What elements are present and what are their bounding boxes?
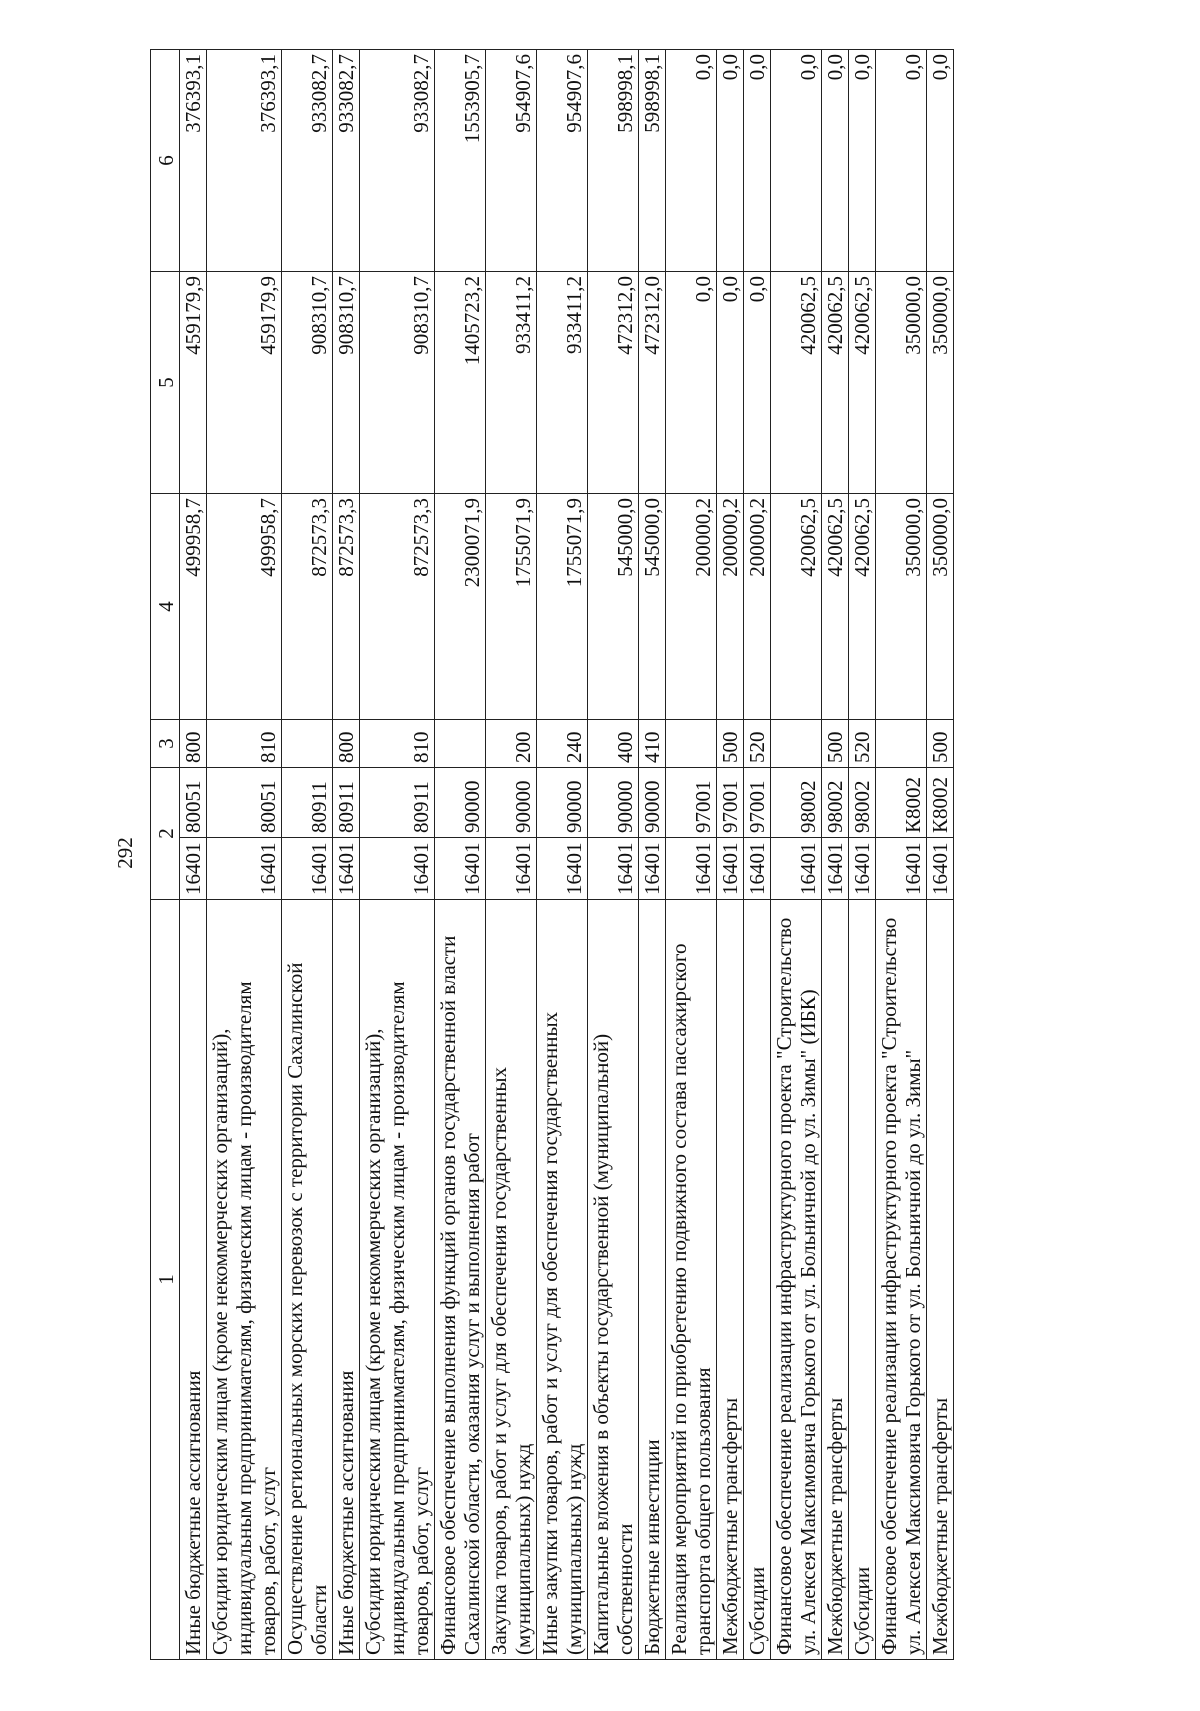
table-row (282, 50, 333, 1660)
row-expense-type-cell: 500 (927, 720, 954, 768)
row-expense-type-cell: 520 (849, 720, 876, 768)
row-expense-type-cell: 200 (486, 720, 537, 768)
row-name-cell: Субсидии юридическим лицам (кроме некоммерческих организаций), индивидуальным предпринимателям, физическим лицам - производителям товаров, работ, услуг (360, 900, 435, 1660)
row-expense-type-cell (876, 720, 927, 768)
row-amount-col4-cell: 350000,0 (876, 494, 927, 720)
row-target-code-cell: 16401 (822, 838, 849, 900)
header-cell-3: 3 (151, 720, 180, 768)
table-row (771, 50, 822, 1660)
row-amount-col5-cell: 908310,7 (333, 272, 360, 494)
row-target-code-cell: 16401 (360, 838, 435, 900)
row-expense-type-cell (666, 720, 717, 768)
row-name-cell: Субсидии (744, 900, 771, 1660)
table-row (588, 50, 639, 1660)
row-amount-col4-cell: 499958,7 (207, 494, 282, 720)
row-expense-type-cell: 810 (207, 720, 282, 768)
row-target-code-cell: 16401 (207, 838, 282, 900)
row-amount-col6-cell: 376393,1 (180, 50, 207, 272)
row-expense-type-cell: 410 (639, 720, 666, 768)
header-cell-5: 5 (151, 272, 180, 494)
row-name-cell: Межбюджетные трансферты (822, 900, 849, 1660)
row-expense-type-cell: 240 (537, 720, 588, 768)
row-direction-code-cell: 97001 (744, 768, 771, 838)
header-cell-6: 6 (151, 50, 180, 272)
header-cell-4: 4 (151, 494, 180, 720)
row-amount-col5-cell: 350000,0 (927, 272, 954, 494)
row-direction-code-cell: 80911 (333, 768, 360, 838)
row-target-code-cell: 16401 (639, 838, 666, 900)
table-row (927, 50, 954, 1660)
row-target-code-cell: 16401 (537, 838, 588, 900)
row-direction-code-cell: К8002 (927, 768, 954, 838)
row-amount-col6-cell: 933082,7 (282, 50, 333, 272)
row-amount-col4-cell: 2300071,9 (435, 494, 486, 720)
row-amount-col5-cell: 908310,7 (282, 272, 333, 494)
row-target-code-cell: 16401 (771, 838, 822, 900)
row-direction-code-cell: 98002 (771, 768, 822, 838)
row-amount-col4-cell: 499958,7 (180, 494, 207, 720)
table-row (486, 50, 537, 1660)
row-direction-code-cell: 97001 (666, 768, 717, 838)
row-amount-col5-cell: 420062,5 (849, 272, 876, 494)
row-expense-type-cell: 800 (180, 720, 207, 768)
row-amount-col5-cell: 1405723,2 (435, 272, 486, 494)
row-amount-col5-cell: 933411,2 (486, 272, 537, 494)
row-target-code-cell: 16401 (333, 838, 360, 900)
row-direction-code-cell: 98002 (822, 768, 849, 838)
row-target-code-cell: 16401 (744, 838, 771, 900)
table-row (822, 50, 849, 1660)
row-amount-col4-cell: 872573,3 (333, 494, 360, 720)
row-amount-col6-cell: 0,0 (849, 50, 876, 272)
row-direction-code-cell: 90000 (486, 768, 537, 838)
table-row (360, 50, 435, 1660)
table-row (876, 50, 927, 1660)
row-name-cell: Финансовое обеспечение реализации инфраструктурного проекта "Строительство ул. Алексея Максимовича Горького от ул. Больничной до ул. Зимы" (876, 900, 927, 1660)
row-target-code-cell: 16401 (588, 838, 639, 900)
rotated-table-container (150, 50, 1122, 1660)
row-amount-col4-cell: 872573,3 (360, 494, 435, 720)
row-direction-code-cell: 90000 (639, 768, 666, 838)
row-direction-code-cell: К8002 (876, 768, 927, 838)
table-body (151, 50, 954, 1660)
row-amount-col4-cell: 545000,0 (588, 494, 639, 720)
table-row (333, 50, 360, 1660)
row-amount-col5-cell: 420062,5 (771, 272, 822, 494)
row-amount-col6-cell: 0,0 (744, 50, 771, 272)
row-amount-col6-cell: 0,0 (771, 50, 822, 272)
row-amount-col6-cell: 598998,1 (588, 50, 639, 272)
row-amount-col6-cell: 0,0 (666, 50, 717, 272)
row-amount-col6-cell: 1553905,7 (435, 50, 486, 272)
row-amount-col5-cell: 0,0 (666, 272, 717, 494)
row-target-code-cell: 16401 (849, 838, 876, 900)
row-direction-code-cell: 80911 (360, 768, 435, 838)
row-target-code-cell: 16401 (666, 838, 717, 900)
row-amount-col6-cell: 933082,7 (333, 50, 360, 272)
row-amount-col6-cell: 0,0 (927, 50, 954, 272)
row-expense-type-cell (282, 720, 333, 768)
row-expense-type-cell: 520 (744, 720, 771, 768)
row-amount-col4-cell: 872573,3 (282, 494, 333, 720)
row-amount-col6-cell: 954907,6 (537, 50, 588, 272)
table-row (666, 50, 717, 1660)
row-amount-col6-cell: 0,0 (822, 50, 849, 272)
row-amount-col5-cell: 472312,0 (588, 272, 639, 494)
row-amount-col6-cell: 933082,7 (360, 50, 435, 272)
row-name-cell: Реализация мероприятий по приобретению подвижного состава пассажирского транспорта общего пользования (666, 900, 717, 1660)
row-target-code-cell: 16401 (180, 838, 207, 900)
row-amount-col4-cell: 420062,5 (771, 494, 822, 720)
row-amount-col4-cell: 200000,2 (744, 494, 771, 720)
row-name-cell: Субсидии юридическим лицам (кроме некоммерческих организаций), индивидуальным предпринимателям, физическим лицам - производителям товаров, работ, услуг (207, 900, 282, 1660)
row-amount-col4-cell: 200000,2 (666, 494, 717, 720)
row-direction-code-cell: 80051 (180, 768, 207, 838)
row-name-cell: Закупка товаров, работ и услуг для обеспечения государственных (муниципальных) нужд (486, 900, 537, 1660)
table-row (435, 50, 486, 1660)
row-amount-col5-cell: 908310,7 (360, 272, 435, 494)
row-direction-code-cell: 80051 (207, 768, 282, 838)
row-name-cell: Иные закупки товаров, работ и услуг для обеспечения государственных (муниципальных) нужд (537, 900, 588, 1660)
row-amount-col5-cell: 350000,0 (876, 272, 927, 494)
row-name-cell: Межбюджетные трансферты (927, 900, 954, 1660)
row-direction-code-cell: 98002 (849, 768, 876, 838)
row-direction-code-cell: 97001 (717, 768, 744, 838)
header-row (151, 50, 180, 1660)
row-target-code-cell: 16401 (927, 838, 954, 900)
row-amount-col5-cell: 933411,2 (537, 272, 588, 494)
table-row (180, 50, 207, 1660)
row-expense-type-cell: 500 (822, 720, 849, 768)
table-row (537, 50, 588, 1660)
row-direction-code-cell: 90000 (588, 768, 639, 838)
row-amount-col4-cell: 200000,2 (717, 494, 744, 720)
row-target-code-cell: 16401 (876, 838, 927, 900)
header-cell-1: 1 (151, 900, 180, 1660)
row-amount-col5-cell: 472312,0 (639, 272, 666, 494)
row-amount-col4-cell: 545000,0 (639, 494, 666, 720)
row-amount-col4-cell: 1755071,9 (537, 494, 588, 720)
row-amount-col4-cell: 420062,5 (849, 494, 876, 720)
row-name-cell: Финансовое обеспечение выполнения функций органов государственной власти Сахалинской области, оказания услуг и выполнения работ (435, 900, 486, 1660)
row-target-code-cell: 16401 (435, 838, 486, 900)
row-amount-col4-cell: 420062,5 (822, 494, 849, 720)
row-direction-code-cell: 80911 (282, 768, 333, 838)
row-expense-type-cell: 800 (333, 720, 360, 768)
row-name-cell: Финансовое обеспечение реализации инфраструктурного проекта "Строительство ул. Алексея Максимовича Горького от ул. Больничной до ул. Зимы" (ИБК) (771, 900, 822, 1660)
row-amount-col4-cell: 1755071,9 (486, 494, 537, 720)
row-expense-type-cell: 500 (717, 720, 744, 768)
row-amount-col5-cell: 0,0 (717, 272, 744, 494)
header-cell-2: 2 (151, 768, 180, 900)
row-amount-col5-cell: 459179,9 (207, 272, 282, 494)
table-row (717, 50, 744, 1660)
row-amount-col5-cell: 459179,9 (180, 272, 207, 494)
page-number: 292 (113, 837, 137, 869)
row-name-cell: Осуществление региональных морских перевозок с территории Сахалинской области (282, 900, 333, 1660)
budget-table (150, 49, 954, 1660)
row-target-code-cell: 16401 (717, 838, 744, 900)
row-name-cell: Капитальные вложения в объекты государственной (муниципальной) собственности (588, 900, 639, 1660)
row-amount-col6-cell: 0,0 (717, 50, 744, 272)
row-amount-col6-cell: 376393,1 (207, 50, 282, 272)
row-amount-col6-cell: 954907,6 (486, 50, 537, 272)
row-expense-type-cell: 400 (588, 720, 639, 768)
row-expense-type-cell: 810 (360, 720, 435, 768)
row-direction-code-cell: 90000 (435, 768, 486, 838)
row-target-code-cell: 16401 (282, 838, 333, 900)
row-amount-col4-cell: 350000,0 (927, 494, 954, 720)
row-name-cell: Межбюджетные трансферты (717, 900, 744, 1660)
table-row (639, 50, 666, 1660)
table-row (744, 50, 771, 1660)
row-amount-col6-cell: 0,0 (876, 50, 927, 272)
row-target-code-cell: 16401 (486, 838, 537, 900)
row-amount-col5-cell: 420062,5 (822, 272, 849, 494)
row-amount-col6-cell: 598998,1 (639, 50, 666, 272)
row-name-cell: Иные бюджетные ассигнования (180, 900, 207, 1660)
row-direction-code-cell: 90000 (537, 768, 588, 838)
row-name-cell: Бюджетные инвестиции (639, 900, 666, 1660)
table-row (207, 50, 282, 1660)
row-name-cell: Иные бюджетные ассигнования (333, 900, 360, 1660)
row-expense-type-cell (435, 720, 486, 768)
row-amount-col5-cell: 0,0 (744, 272, 771, 494)
row-expense-type-cell (771, 720, 822, 768)
table-row (849, 50, 876, 1660)
row-name-cell: Субсидии (849, 900, 876, 1660)
